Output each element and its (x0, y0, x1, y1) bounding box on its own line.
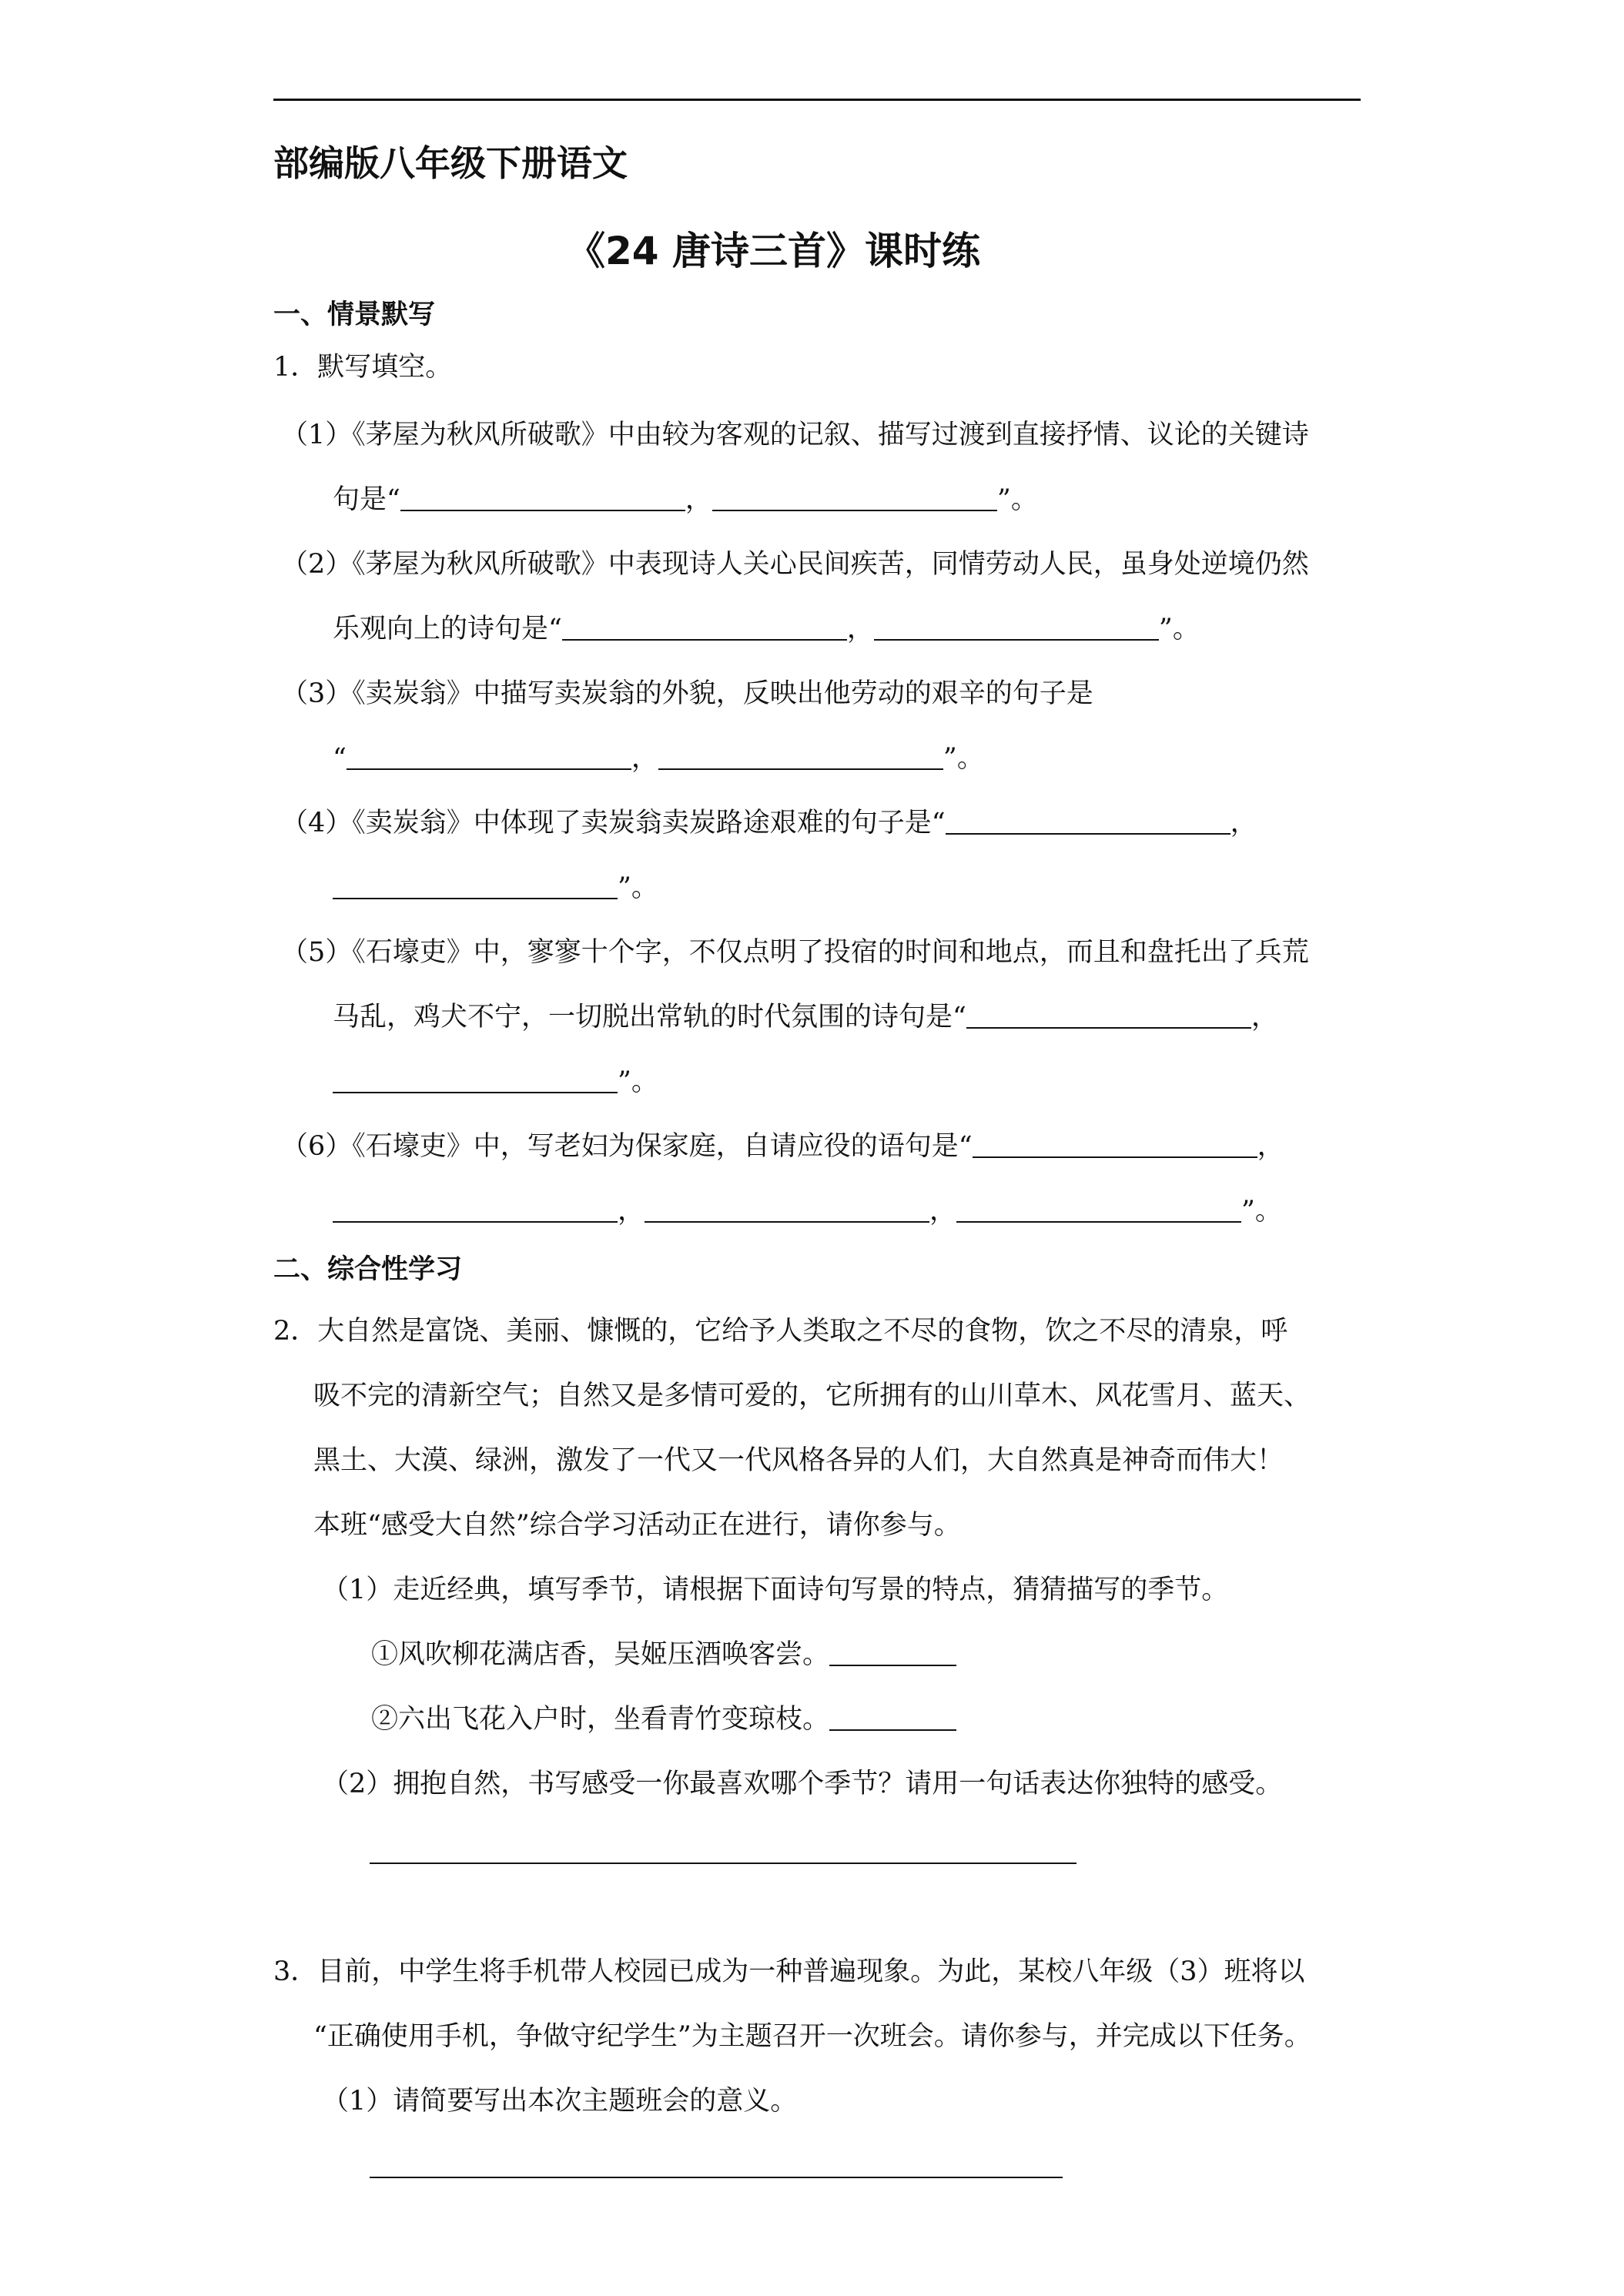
blank-1-6d[interactable] (956, 1193, 1241, 1223)
q2-text-line4: 本班“感受大自然”综合学习活动正在进行，请你参与。 (313, 1510, 961, 1541)
q2-sub1-item1: ①风吹柳花满店香，吴姬压酒唤客尝。 (371, 1639, 830, 1670)
q1-part3-answer-row (333, 739, 984, 778)
blank-2-1a[interactable] (829, 1637, 956, 1666)
blank-1-3b[interactable] (658, 741, 943, 770)
answer-line-2-2[interactable] (370, 1863, 1077, 1864)
section-heading-1: 一、情景默写 (273, 300, 436, 330)
blank-1-4b[interactable] (333, 870, 618, 899)
q1-part2-text: （2）《茅屋为秋风所破歌》中表现诗人关心民间疾苦，同情劳动人民，虽身处逆境仍然 (281, 549, 1309, 580)
q1-part5-text: （5）《石壕吏》中，寥寥十个字，不仅点明了投宿的时间和地点，而且和盘托出了兵荒 (281, 937, 1309, 968)
comma: ， (929, 1196, 957, 1227)
q1-part6-answer-row (333, 1192, 1282, 1230)
q1-part1-answer-row (333, 480, 1038, 519)
page-title: 《24 唐诗三首》课时练 (567, 229, 980, 273)
q2-sub1-item2: ②六出飞花入户时，坐看青竹变琼枝。 (371, 1704, 830, 1735)
series-title: 部编版八年级下册语文 (273, 142, 628, 184)
comma: ， (631, 743, 658, 774)
blank-1-5a[interactable] (966, 999, 1251, 1029)
blank-1-6b[interactable] (333, 1193, 618, 1223)
comma: ， (685, 484, 712, 515)
close-quote: ”。 (618, 872, 658, 903)
close-quote: ”。 (943, 743, 984, 774)
q1-part3-text: （3）《卖炭翁》中描写卖炭翁的外貌，反映出他劳动的艰辛的句子是 (281, 678, 1093, 709)
close-quote: ”。 (618, 1066, 658, 1097)
q3-text-line2: “正确使用手机，争做守纪学生”为主题召开一次班会。请你参与，并完成以下任务。 (313, 2021, 1311, 2052)
q1-part5-prefix: 马乱，鸡犬不宁，一切脱出常轨的时代氛围的诗句是“ (333, 1002, 966, 1033)
blank-1-2b[interactable] (874, 611, 1159, 641)
q3-sub1: （1）请简要写出本次主题班会的意义。 (322, 2086, 798, 2117)
blank-1-6a[interactable] (973, 1129, 1257, 1158)
blank-1-3a[interactable] (347, 741, 631, 770)
q1-part5-row (333, 998, 1278, 1036)
q1-part5-answer-row (333, 1063, 658, 1101)
close-quote: ”。 (1241, 1196, 1282, 1227)
open-quote: “ (333, 743, 347, 774)
q2-text-line3: 黑土、大漠、绿洲，激发了一代又一代风格各异的人们，大自然真是神奇而伟大！ (313, 1445, 1284, 1476)
blank-1-1b[interactable] (712, 482, 997, 511)
blank-1-1a[interactable] (400, 482, 685, 511)
q1-part4-text: （4）《卖炭翁》中体现了卖炭翁卖炭路途艰难的句子是“ (281, 808, 946, 838)
answer-line-3-1[interactable] (370, 2177, 1063, 2178)
q1-part6-row (281, 1127, 1284, 1166)
comma: ， (846, 614, 874, 644)
comma: ， (618, 1196, 645, 1227)
q1-part2-prefix: 乐观向上的诗句是“ (333, 614, 562, 644)
blank-1-5b[interactable] (333, 1064, 618, 1093)
q3-text-line1: 3．目前，中学生将手机带人校园已成为一种普遍现象。为此，某校八年级（3）班将以 (273, 1956, 1305, 1987)
close-quote: ”。 (996, 484, 1038, 515)
comma: ， (1251, 1002, 1278, 1033)
header-rule (273, 99, 1361, 101)
q2-text-line2: 吸不完的清新空气；自然又是多情可爱的，它所拥有的山川草木、风花雪月、蓝天、 (313, 1381, 1311, 1411)
q1-part4-answer-row (333, 869, 658, 907)
q2-sub1-item1-row (371, 1635, 956, 1674)
q2-sub2: （2）拥抱自然，书写感受一你最喜欢哪个季节？请用一句话表达你独特的感受。 (322, 1769, 1283, 1799)
q1-part6-text: （6）《石壕吏》中，写老妇为保家庭，自请应役的语句是“ (281, 1131, 973, 1162)
q1-part1-text: （1）《茅屋为秋风所破歌》中由较为客观的记叙、描写过渡到直接抒情、议论的关键诗 (281, 420, 1309, 450)
comma: ， (1257, 1131, 1284, 1162)
blank-1-2a[interactable] (562, 611, 847, 641)
q1-part4-row (281, 804, 1257, 842)
close-quote: ”。 (1158, 614, 1200, 644)
blank-2-1b[interactable] (829, 1702, 956, 1731)
section-heading-2: 二、综合性学习 (273, 1254, 463, 1285)
blank-1-4a[interactable] (946, 805, 1231, 835)
q2-text-line1: 2．大自然是富饶、美丽、慷慨的，它给予人类取之不尽的食物，饮之不尽的清泉，呼 (273, 1316, 1288, 1347)
q1-part2-answer-row (333, 610, 1200, 648)
q2-sub1-item2-row (371, 1700, 956, 1739)
q2-sub1: （1）走近经典，填写季节，请根据下面诗句写景的特点，猜猜描写的季节。 (322, 1575, 1229, 1605)
blank-1-6c[interactable] (645, 1193, 929, 1223)
question-1-stem: 1．默写填空。 (273, 352, 453, 383)
comma: ， (1230, 808, 1257, 838)
q1-part1-prefix: 句是“ (333, 484, 400, 515)
